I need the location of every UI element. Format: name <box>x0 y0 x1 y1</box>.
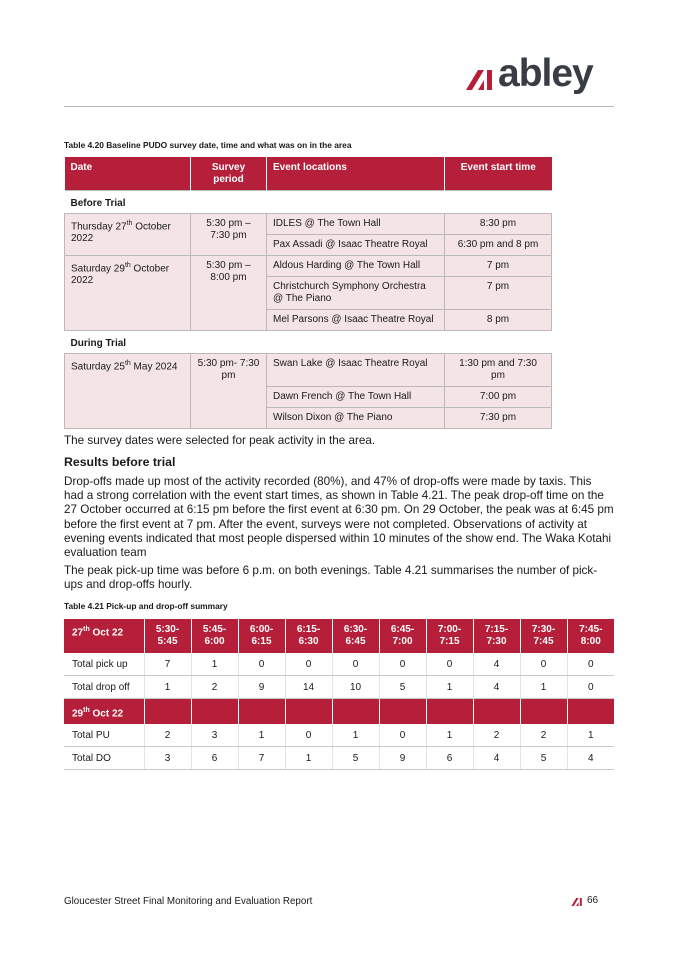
survey-date: Thursday 27th October 2022 <box>65 214 191 256</box>
count-cell: 4 <box>473 676 520 699</box>
event-location: Wilson Dixon @ The Piano <box>267 408 445 429</box>
count-cell: 4 <box>473 747 520 770</box>
survey-dates-paragraph: The survey dates were selected for peak activity in the area. <box>64 434 376 447</box>
event-location: Aldous Harding @ The Town Hall <box>267 256 445 277</box>
table-row <box>65 214 552 235</box>
day1-label: 27th Oct 22 <box>64 619 144 653</box>
time-slot-header: 6:15- 6:30 <box>285 619 332 653</box>
count-cell: 1 <box>332 724 379 747</box>
band-cell <box>191 699 238 725</box>
time-slot-header: 6:00- 6:15 <box>238 619 285 653</box>
survey-period: 5:30 pm – 7:30 pm <box>191 214 267 256</box>
count-cell: 4 <box>567 747 614 770</box>
row-label: Total drop off <box>64 676 144 699</box>
time-slot-header: 7:15- 7:30 <box>473 619 520 653</box>
count-cell: 5 <box>520 747 567 770</box>
time-slot-header: 7:45- 8:00 <box>567 619 614 653</box>
footer-title: Gloucester Street Final Monitoring and Evaluation Report <box>64 896 313 907</box>
count-cell: 9 <box>379 747 426 770</box>
table-row <box>64 724 614 747</box>
count-cell: 3 <box>144 747 191 770</box>
event-start-time: 6:30 pm and 8 pm <box>445 235 552 256</box>
count-cell: 6 <box>426 747 473 770</box>
count-cell: 6 <box>191 747 238 770</box>
event-start-time: 7:30 pm <box>445 408 552 429</box>
band-cell <box>332 699 379 725</box>
count-cell: 7 <box>238 747 285 770</box>
event-location: Pax Assadi @ Isaac Theatre Royal <box>267 235 445 256</box>
count-cell: 1 <box>285 747 332 770</box>
count-cell: 2 <box>473 724 520 747</box>
count-cell: 0 <box>567 653 614 676</box>
count-cell: 2 <box>144 724 191 747</box>
count-cell: 1 <box>191 653 238 676</box>
event-start-time: 7 pm <box>445 256 552 277</box>
table-4-21-caption: Table 4.21 Pick-up and drop-off summary <box>64 601 228 611</box>
section-before-trial: Before Trial <box>65 191 552 214</box>
abley-logo-text: abley <box>498 52 593 95</box>
count-cell: 0 <box>520 653 567 676</box>
band-cell <box>520 699 567 725</box>
survey-date: Saturday 29th October 2022 <box>65 256 191 331</box>
table-header-row <box>65 157 552 191</box>
survey-date: Saturday 25th May 2024 <box>65 354 191 429</box>
count-cell: 10 <box>332 676 379 699</box>
header-event-locations: Event locations <box>267 157 445 191</box>
count-cell: 5 <box>332 747 379 770</box>
count-cell: 0 <box>238 653 285 676</box>
results-before-trial-heading: Results before trial <box>64 455 176 469</box>
table-row <box>64 747 614 770</box>
band-cell <box>238 699 285 725</box>
row-label: Total DO <box>64 747 144 770</box>
count-cell: 1 <box>238 724 285 747</box>
results-paragraph: Drop-offs made up most of the activity recorded (80%), and 47% of drop-offs were made by taxis. This had a strong correlation with the event start times, as shown in Table 4.21. The peak drop-off time on the 27 October occurred at 6:15 pm before the first event at 6:30 pm. On 29 October, the peak was at 6:45 pm before the first event at 7 pm. After the event, surveys were not completed. Observations of activity at evening events indicated that most people dispersed within 10 minutes of the show end. The Waka Kotahi evaluation team <box>64 475 614 560</box>
event-location: Swan Lake @ Isaac Theatre Royal <box>267 354 445 387</box>
count-cell: 9 <box>238 676 285 699</box>
count-cell: 14 <box>285 676 332 699</box>
count-cell: 1 <box>520 676 567 699</box>
section-during-trial: During Trial <box>65 331 552 354</box>
event-start-time: 8:30 pm <box>445 214 552 235</box>
count-cell: 0 <box>285 653 332 676</box>
day2-band-row <box>64 699 614 725</box>
time-slot-header: 5:45- 6:00 <box>191 619 238 653</box>
table-row <box>65 256 552 277</box>
count-cell: 0 <box>332 653 379 676</box>
event-start-time: 1:30 pm and 7:30 pm <box>445 354 552 387</box>
event-start-time: 7:00 pm <box>445 387 552 408</box>
header-survey-period: Survey period <box>191 157 267 191</box>
time-slot-header: 5:30- 5:45 <box>144 619 191 653</box>
count-cell: 2 <box>520 724 567 747</box>
count-cell: 1 <box>426 724 473 747</box>
day2-label: 29th Oct 22 <box>64 699 144 725</box>
band-cell <box>473 699 520 725</box>
row-label: Total pick up <box>64 653 144 676</box>
time-slot-header: 6:45- 7:00 <box>379 619 426 653</box>
band-cell <box>567 699 614 725</box>
table-4-20-caption: Table 4.20 Baseline PUDO survey date, time and what was on in the area <box>64 140 352 150</box>
abley-mark-icon <box>571 898 583 906</box>
time-slot-header: 7:00- 7:15 <box>426 619 473 653</box>
survey-period: 5:30 pm- 7:30 pm <box>191 354 267 429</box>
abley-logo-mark-icon <box>466 70 494 90</box>
event-location: Mel Parsons @ Isaac Theatre Royal <box>267 310 445 331</box>
table-row <box>64 653 614 676</box>
count-cell: 1 <box>567 724 614 747</box>
pick-up-paragraph: The peak pick-up time was before 6 p.m. on both evenings. Table 4.21 summarises the number of pick-ups and drop-offs hourly. <box>64 564 598 592</box>
band-cell <box>379 699 426 725</box>
event-start-time: 8 pm <box>445 310 552 331</box>
count-cell: 5 <box>379 676 426 699</box>
event-location: IDLES @ The Town Hall <box>267 214 445 235</box>
pudo-survey-table <box>64 157 552 429</box>
band-cell <box>144 699 191 725</box>
count-cell: 2 <box>191 676 238 699</box>
count-cell: 0 <box>567 676 614 699</box>
event-location: Christchurch Symphony Orchestra @ The Piano <box>267 277 445 310</box>
count-cell: 0 <box>379 724 426 747</box>
row-label: Total PU <box>64 724 144 747</box>
count-cell: 4 <box>473 653 520 676</box>
band-cell <box>426 699 473 725</box>
count-cell: 0 <box>285 724 332 747</box>
count-cell: 1 <box>144 676 191 699</box>
count-cell: 3 <box>191 724 238 747</box>
table-row <box>65 354 552 387</box>
count-cell: 7 <box>144 653 191 676</box>
table-header-row <box>64 619 614 653</box>
count-cell: 1 <box>426 676 473 699</box>
survey-period: 5:30 pm – 8:00 pm <box>191 256 267 331</box>
header-divider <box>64 106 614 107</box>
count-cell: 0 <box>379 653 426 676</box>
count-cell: 0 <box>426 653 473 676</box>
band-cell <box>285 699 332 725</box>
event-start-time: 7 pm <box>445 277 552 310</box>
header-date: Date <box>65 157 191 191</box>
abley-logo <box>466 52 611 98</box>
pickup-dropoff-table <box>64 619 614 770</box>
event-location: Dawn French @ The Town Hall <box>267 387 445 408</box>
time-slot-header: 7:30- 7:45 <box>520 619 567 653</box>
page-number: 66 <box>587 895 599 906</box>
table-row <box>64 676 614 699</box>
header-event-start-time: Event start time <box>445 157 552 191</box>
time-slot-header: 6:30- 6:45 <box>332 619 379 653</box>
